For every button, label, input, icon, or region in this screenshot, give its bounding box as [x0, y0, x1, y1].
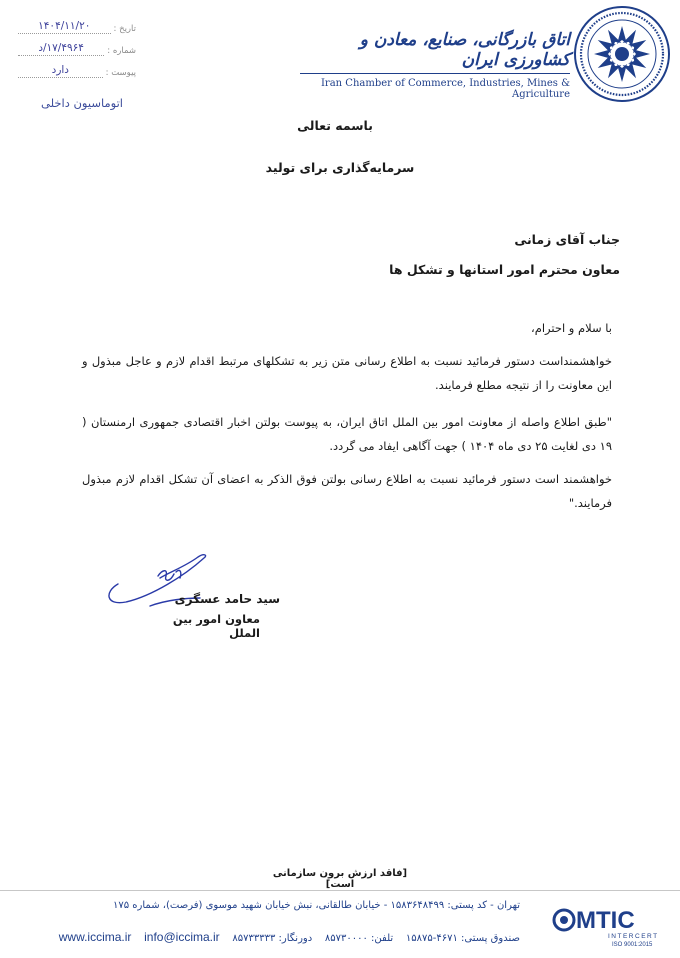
body-paragraph-1 — [82, 349, 612, 397]
email-link[interactable]: info@iccima.ir — [144, 930, 220, 944]
paragraph-text: خواهشمند است دستور فرمائید نسبت به اطلاع رسانی بولتن فوق الذکر به اعضای آن تشکل اقدام لازم مبذول فرمایند." — [82, 472, 612, 510]
addressee-title: معاون محترم امور استانها و تشکل ها — [389, 262, 620, 277]
letterhead-rule — [300, 73, 570, 74]
date-value: ۱۴۰۴/۱۱/۲۰ — [18, 20, 111, 34]
handwritten-signature — [100, 548, 215, 620]
department-stamp: اتوماسیون داخلی — [41, 96, 123, 110]
invocation: باسمه تعالی — [297, 118, 373, 133]
body-paragraph-3 — [82, 467, 612, 515]
paragraph-text: خواهشمنداست دستور فرمائید نسبت به اطلاع رسانی متن زیر به تشکلهای مرتبط اقدام لازم و عاجل مبذول و این معاونت را از نتیجه مطلع فرمایند. — [82, 354, 612, 392]
cert-brand-text: MTIC — [576, 907, 635, 934]
attachment-value: دارد — [18, 64, 103, 78]
meta-number-row — [18, 34, 136, 56]
attachment-label: پیوست : — [105, 68, 136, 78]
signer-title: معاون امور بین الملل — [172, 612, 260, 640]
number-label: شماره : — [107, 46, 136, 56]
chamber-emblem-logo — [572, 4, 672, 104]
internal-use-disclaimer: [فاقد ارزش برون سازمانی است] — [272, 868, 408, 890]
org-name-fa: اتاق بازرگانی، صنایع، معادن و کشاورزی ایران — [359, 30, 570, 70]
po-box: صندوق پستی: ۴۶۷۱-۱۵۸۷۵ — [405, 933, 520, 944]
footer-divider — [0, 890, 680, 891]
footer-contact-line — [8, 930, 520, 944]
website-link[interactable]: www.iccima.ir — [58, 930, 132, 944]
cert-iso-text: ISO 9001:2015 — [612, 942, 653, 948]
letter-meta-box — [18, 12, 136, 78]
date-label: تاریخ : — [113, 24, 136, 34]
meta-attachment-row — [18, 56, 136, 78]
cert-sub-text: INTERCERT — [608, 933, 659, 940]
signer-name: سید حامد عسگری — [174, 592, 280, 606]
body-paragraph-2 — [82, 410, 612, 458]
paragraph-text: "طبق اطلاع واصله از معاونت امور بین الملل اتاق ایران، به پیوست بولتن اخبار اقتصادی جمهوری ارمنستان ( ۱۹ دی لغایت ۲۵ دی ماه ۱۴۰۴ ) جهت آگاهی ایفاد می گردد. — [82, 415, 612, 453]
meta-date-row — [18, 12, 136, 34]
chamber-letterhead — [290, 8, 570, 100]
mtic-certification-logo — [550, 902, 664, 954]
footer-address: تهران - کد پستی: ۱۵۸۳۶۴۸۴۹۹ - خیابان طالقانی، نبش خیابان شهید موسوی (فرصت)، شماره ۱۷۵ — [113, 900, 520, 911]
fax-number: دورنگار: ۸۵۷۳۳۳۳۳ — [232, 933, 313, 944]
org-name-en: Iran Chamber of Commerce, Industries, Mines & Agriculture — [320, 78, 570, 100]
phone-number: تلفن: ۸۵۷۳۰۰۰۰ — [324, 933, 394, 944]
number-value: ۱۷/۴۹۶۴/د — [18, 42, 104, 56]
addressee-name: جناب آقای زمانی — [514, 232, 620, 247]
letter-subject: سرمایه‌گذاری برای تولید — [265, 160, 415, 175]
greeting: با سلام و احترام، — [531, 321, 612, 335]
